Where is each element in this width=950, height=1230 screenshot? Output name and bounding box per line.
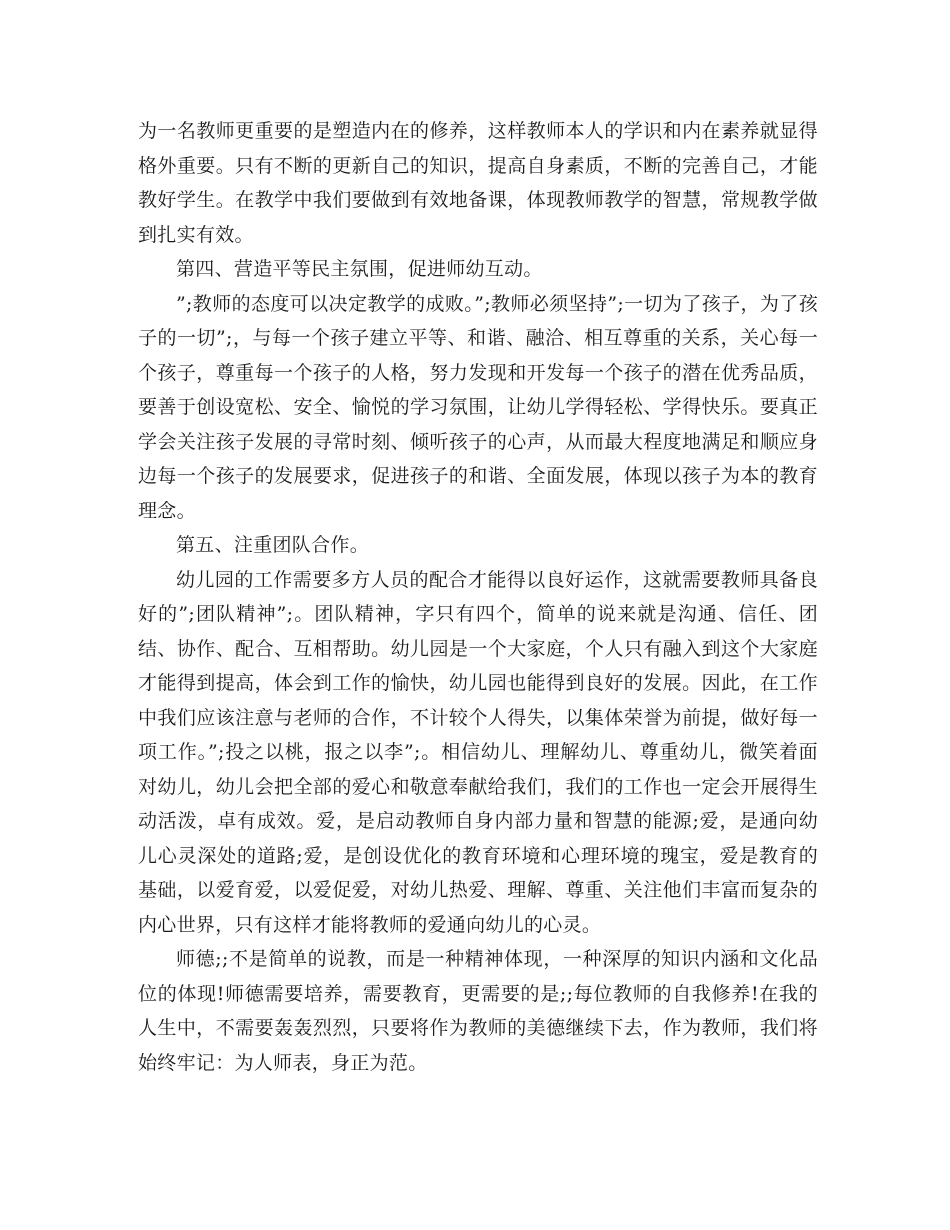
paragraph-teacher-attitude: ”;教师的态度可以决定教学的成败。”;教师必须坚持”;一切为了孩子，为了孩子的一切”;，与每一个孩子建立平等、和谐、融洽、相互尊重的关系，关心每一个孩子，尊重每一个孩子的人格，努力发现和开发每一个孩子的潜在优秀品质，要善于创设宽松、安全、愉悦的学习氛围，让幼儿学得轻松、学得快乐。要真正学会关注孩子发展的寻常时刻、倾听孩子的心声，从而最大程度地满足和顺应身边每一个孩子的发展要求，促进孩子的和谐、全面发展，体现以孩子为本的教育理念。 [138,292,818,522]
section-heading-four: 第四、营造平等民主氛围，促进师幼互动。 [176,258,543,280]
section-heading-five: 第五、注重团队合作。 [176,534,370,556]
document-body [138,114,818,1080]
paragraph-teacher-ethics: 师德;;不是简单的说教，而是一种精神体现，一种深厚的知识内涵和文化品位的体现!师德需要培养，需要教育，更需要的是;;每位教师的自我修养!在我的人生中，不需要轰轰烈烈，只要将作为教师的美德继续下去，作为教师，我们将始终牢记：为人师表，身正为范。 [138,948,818,1074]
paragraph-continuation: 为一名教师更重要的是塑造内在的修养，这样教师本人的学识和内在素养就显得格外重要。只有不断的更新自己的知识，提高自身素质，不断的完善自己，才能教好学生。在教学中我们要做到有效地备课，体现教师教学的智慧，常规教学做到扎实有效。 [138,120,818,246]
paragraph-teamwork: 幼儿园的工作需要多方人员的配合才能得以良好运作，这就需要教师具备良好的”;团队精神”;。团队精神，字只有四个，简单的说来就是沟通、信任、团结、协作、配合、互相帮助。幼儿园是一个大家庭，个人只有融入到这个大家庭才能得到提高，体会到工作的愉快，幼儿园也能得到良好的发展。因此，在工作中我们应该注意与老师的合作，不计较个人得失，以集体荣誉为前提，做好每一项工作。”;投之以桃，报之以李”;。相信幼儿、理解幼儿、尊重幼儿，微笑着面对幼儿，幼儿会把全部的爱心和敬意奉献给我们，我们的工作也一定会开展得生动活泼，卓有成效。爱，是启动教师自身内部力量和智慧的能源;爱，是通向幼儿心灵深处的道路;爱，是创设优化的教育环境和心理环境的瑰宝，爱是教育的基础，以爱育爱，以爱促爱，对幼儿热爱、理解、尊重、关注他们丰富而复杂的内心世界，只有这样才能将教师的爱通向幼儿的心灵。 [138,568,818,936]
